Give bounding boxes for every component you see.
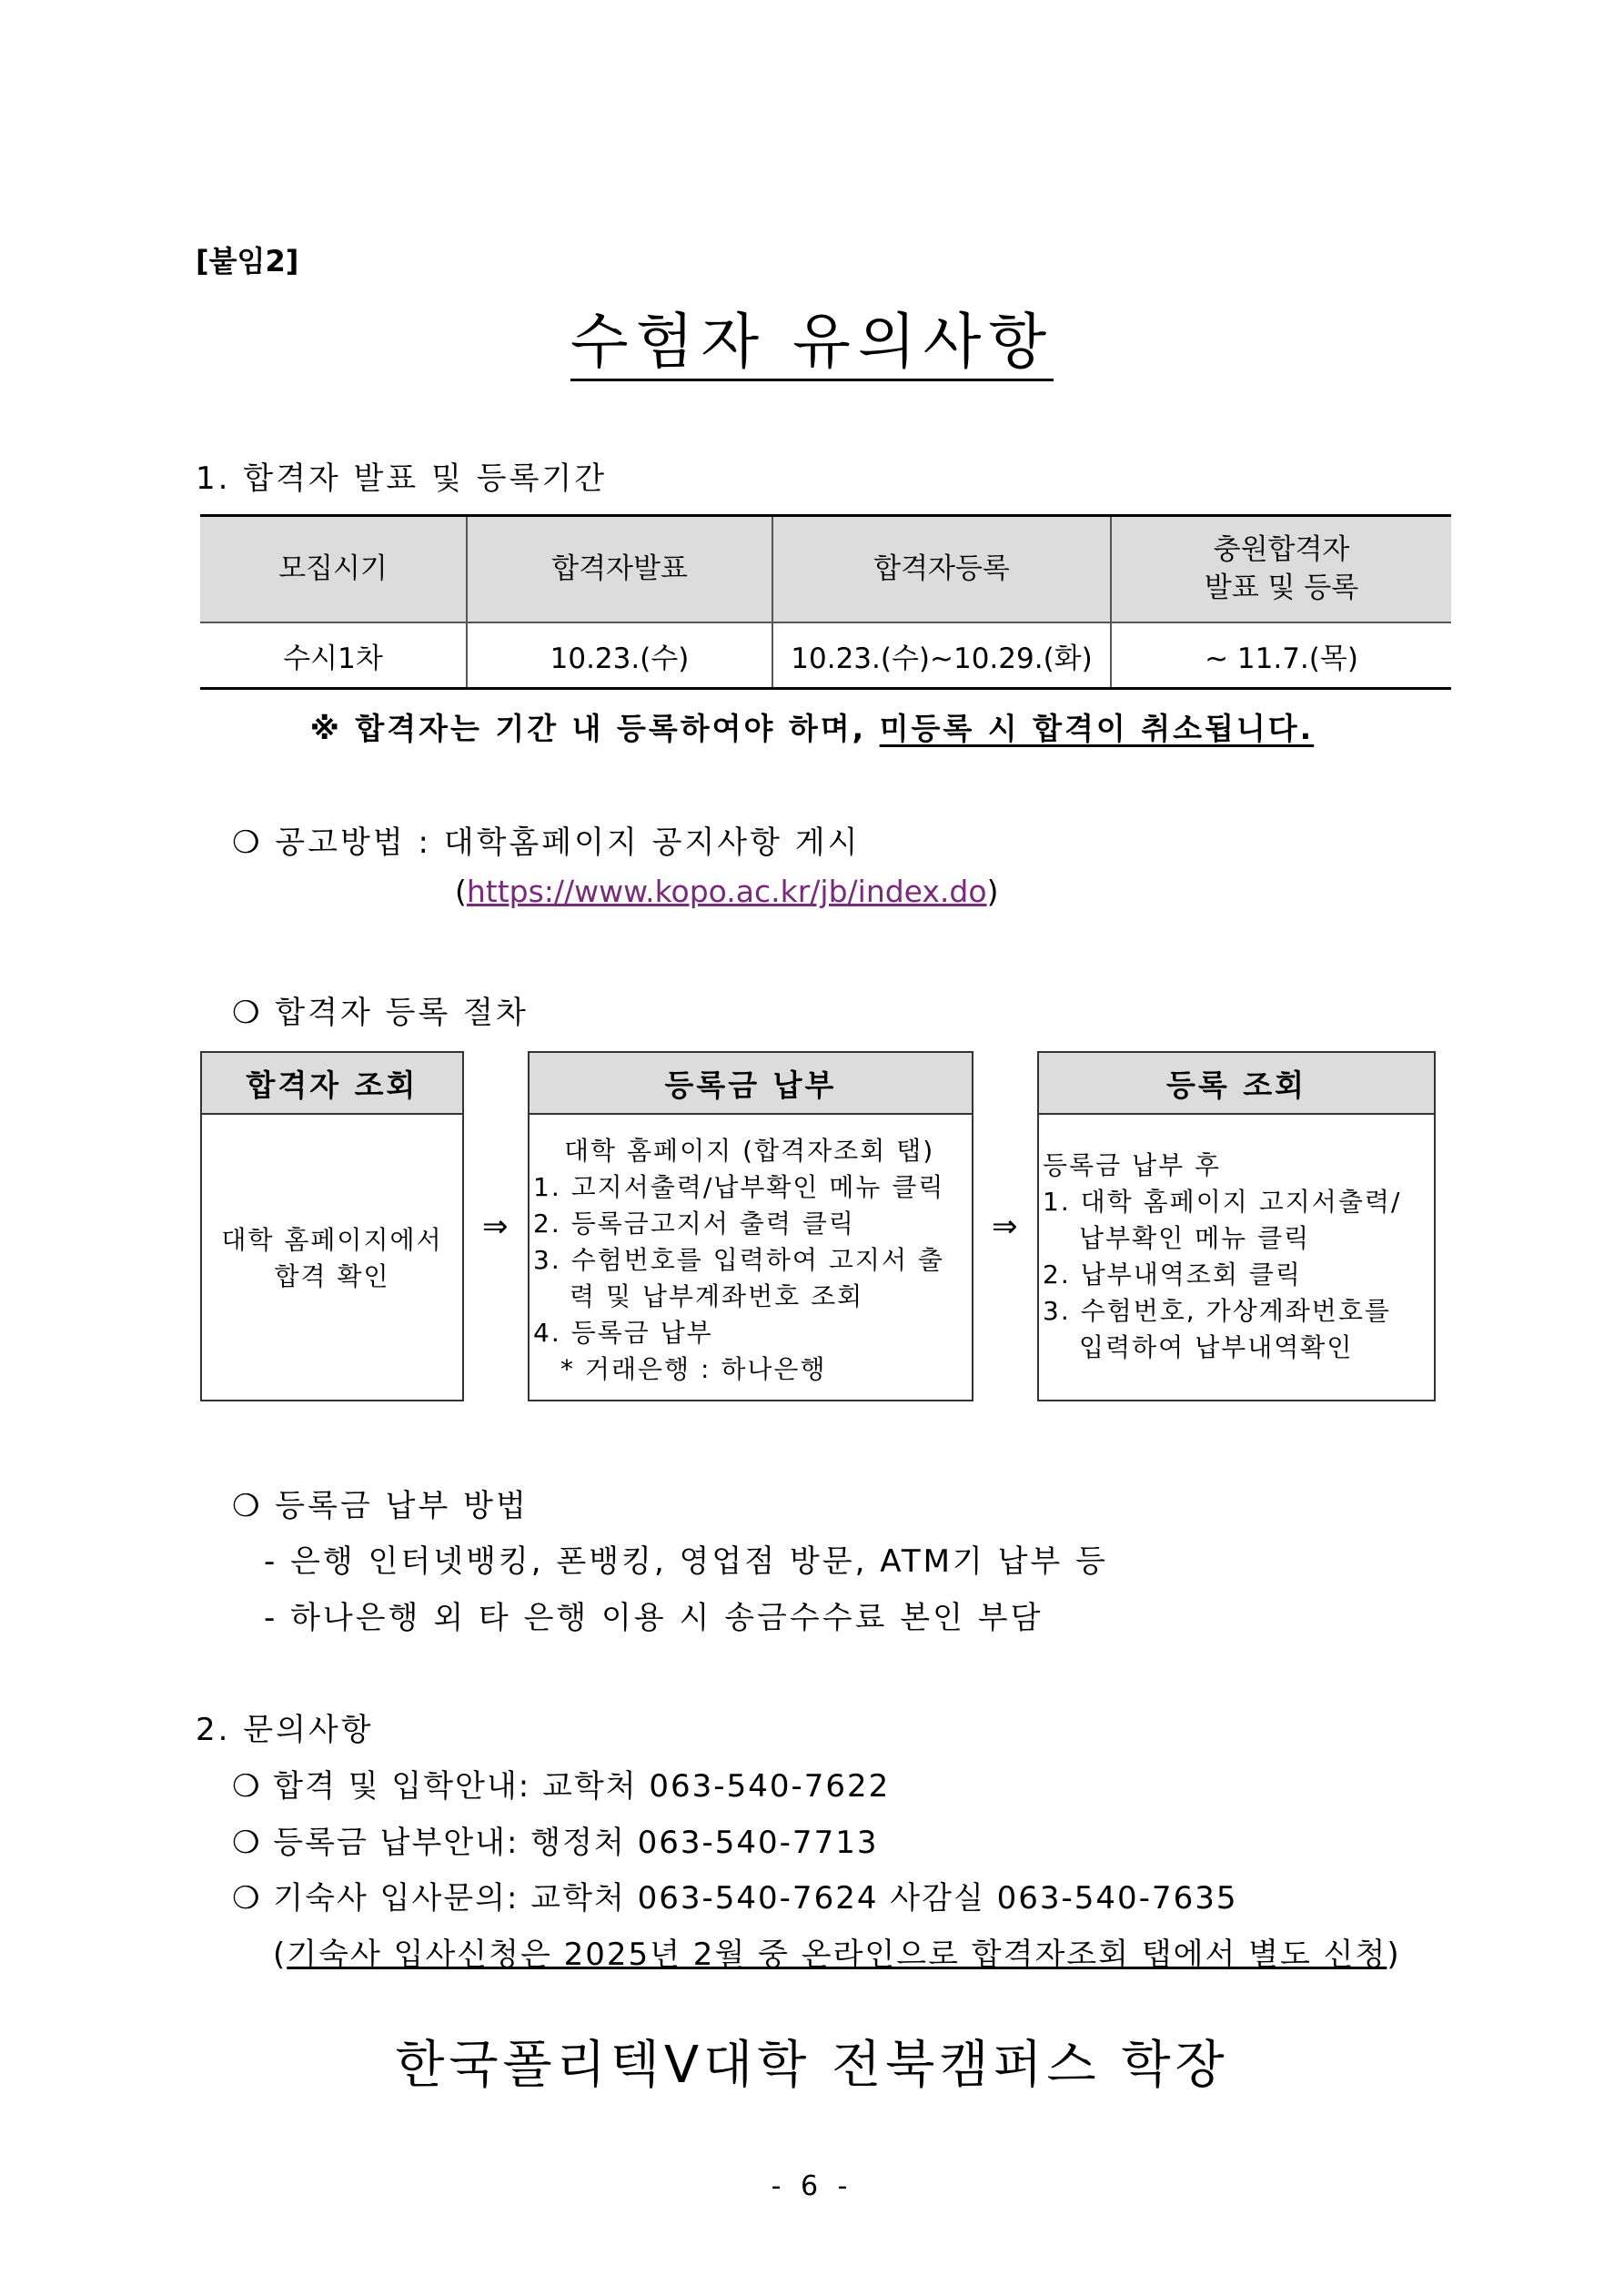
col-header-additional-line1: 충원합격자 [1213, 532, 1350, 566]
col-header-period: 모집시기 [200, 516, 467, 623]
section1-heading: 1. 합격자 발표 및 등록기간 [196, 460, 608, 497]
url-close-paren: ) [986, 874, 999, 909]
step-box-confirm-title: 등록 조회 [1039, 1053, 1434, 1115]
page-number: - 6 - [771, 2170, 853, 2202]
col-header-additional-line2: 발표 및 등록 [1204, 571, 1359, 604]
col-header-announce: 합격자발표 [467, 516, 772, 623]
payment-item: - 하나은행 외 타 은행 이용 시 송금수수료 본인 부담 [264, 1600, 1044, 1636]
attachment-tag: [붙임2] [196, 244, 299, 278]
payment-method-label: ❍ 등록금 납부 방법 [232, 1488, 529, 1524]
box2-line: * 거래은행 : 하나은행 [560, 1354, 827, 1384]
box3-line: 1. 대학 홈페이지 고지서출력/ [1043, 1187, 1402, 1217]
box2-line: 력 및 납부계좌번호 조회 [570, 1281, 864, 1311]
issuer-signature: 한국폴리텍V대학 전북캠퍼스 학장 [395, 2036, 1229, 2095]
dorm-note-close: ) [1387, 1937, 1401, 1973]
announce-method: ❍ 공고방법 : 대학홈페이지 공지사항 게시 [232, 824, 861, 861]
box3-line: 2. 납부내역조회 클릭 [1043, 1259, 1302, 1290]
cell-period: 수시1차 [200, 622, 467, 689]
dorm-note-open: ( [273, 1937, 287, 1973]
announce-url-line [455, 874, 998, 909]
step-box-confirm [1037, 1051, 1436, 1401]
box3-line: 3. 수험번호, 가상계좌번호를 [1043, 1296, 1391, 1326]
section2-heading: 2. 문의사항 [196, 1712, 374, 1748]
box3-line: 입력하여 납부내역확인 [1079, 1332, 1354, 1362]
contact-tuition: ❍ 등록금 납부안내: 행정처 063-540-7713 [232, 1825, 879, 1861]
contact-dormitory: ❍ 기숙사 입사문의: 교학처 063-540-7624 사감실 063-540-7635 [232, 1880, 1238, 1917]
dorm-application-note [273, 1929, 1401, 1974]
step-box-payment-title: 등록금 납부 [530, 1053, 972, 1115]
procedure-label: ❍ 합격자 등록 절차 [232, 995, 529, 1031]
table-header-row [200, 516, 1451, 623]
notice-prefix: ※ 합격자는 기간 내 등록하여야 하며, [309, 711, 880, 746]
dorm-note-text: 기숙사 입사신청은 2025년 2월 중 온라인으로 합격자조회 탭에서 별도 신청 [287, 1937, 1387, 1973]
contact-admission: ❍ 합격 및 입학안내: 교학처 063-540-7622 [232, 1768, 891, 1805]
table-row [200, 622, 1451, 689]
col-header-register: 합격자등록 [772, 516, 1111, 623]
arrow-icon: ⇒ [482, 1209, 509, 1245]
homepage-link[interactable]: https://www.kopo.ac.kr/jb/index.do [466, 874, 987, 909]
step-box-check-body [202, 1115, 462, 1401]
registration-notice [0, 705, 1624, 748]
box2-line: 2. 등록금고지서 출력 클릭 [533, 1209, 855, 1239]
page-title-text: 수험자 유의사항 [570, 307, 1054, 381]
box3-line: 등록금 납부 후 [1043, 1150, 1222, 1180]
box2-line: 3. 수험번호를 입력하여 고지서 출 [533, 1245, 944, 1275]
payment-item: - 은행 인터넷뱅킹, 폰뱅킹, 영업점 방문, ATM기 납부 등 [264, 1543, 1108, 1580]
box2-line: 4. 등록금 납부 [533, 1318, 713, 1348]
step-box-confirm-body [1039, 1115, 1434, 1366]
cell-register: 10.23.(수)~10.29.(화) [772, 622, 1111, 689]
box3-line: 납부확인 메뉴 클릭 [1079, 1223, 1311, 1253]
arrow-icon: ⇒ [992, 1209, 1018, 1245]
box2-line: 1. 고지서출력/납부확인 메뉴 클릭 [533, 1172, 945, 1202]
schedule-table [200, 514, 1451, 690]
step-box-payment [528, 1051, 973, 1401]
box1-line: 합격 확인 [274, 1260, 390, 1291]
page-title [0, 293, 1624, 379]
box1-line: 대학 홈페이지에서 [221, 1224, 443, 1255]
step-box-payment-body [530, 1115, 972, 1388]
cell-announce: 10.23.(수) [467, 622, 772, 689]
url-open-paren: ( [455, 874, 467, 909]
notice-underlined: 미등록 시 합격이 취소됩니다. [879, 711, 1315, 746]
step-box-check [200, 1051, 464, 1401]
step-box-check-title: 합격자 조회 [202, 1053, 462, 1115]
cell-additional: ~ 11.7.(목) [1111, 622, 1451, 689]
col-header-additional [1111, 516, 1451, 623]
box2-line: 대학 홈페이지 (합격자조회 탭) [564, 1136, 935, 1166]
